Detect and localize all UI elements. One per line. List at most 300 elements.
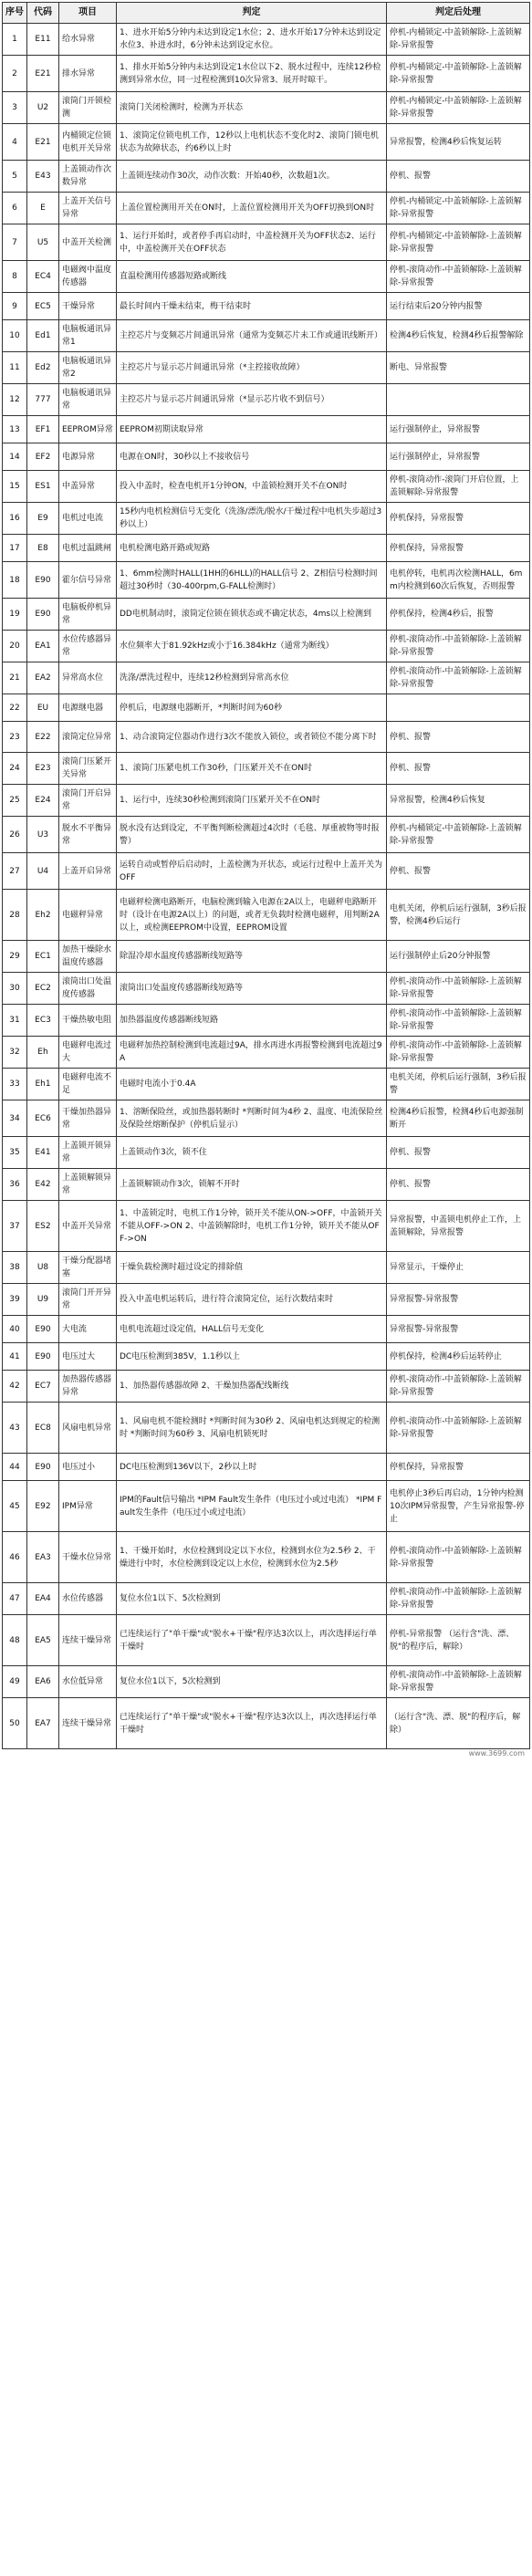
error-code: E11 — [27, 24, 59, 56]
table-row — [3, 753, 530, 785]
error-code: Eh — [27, 1037, 59, 1069]
table-row — [3, 890, 530, 941]
table-row — [3, 1100, 530, 1137]
post-judge-action: 运行强制停止，异常报警 — [387, 443, 530, 471]
table-header — [3, 3, 530, 24]
row-number: 45 — [3, 1481, 27, 1532]
judge-condition: 已连续运行了"单干燥"或"脱水+干燥"程序达3次以上，再次选择运行单干燥时 — [117, 1698, 387, 1749]
row-number: 17 — [3, 535, 27, 562]
row-number: 1 — [3, 24, 27, 56]
error-item: 水位传感器异常 — [59, 631, 117, 662]
judge-condition: 洗涤/漂洗过程中，连续12秒检测到异常高水位 — [117, 662, 387, 694]
error-item: 电源异常 — [59, 443, 117, 471]
error-item: 干燥分配器堵塞 — [59, 1252, 117, 1284]
row-number: 29 — [3, 941, 27, 973]
post-judge-action: 停机-内桶锁定-中盖锁解除-上盖锁解除-异常报警 — [387, 56, 530, 92]
judge-condition: 电磁时电流小于0.4A — [117, 1069, 387, 1100]
error-item: 上盖开启异常 — [59, 853, 117, 890]
judge-condition: 复位水位1以下、5次检测到 — [117, 1583, 387, 1615]
row-number: 49 — [3, 1666, 27, 1698]
post-judge-action — [387, 384, 530, 416]
row-number: 47 — [3, 1583, 27, 1615]
error-item: 加热器传感器异常 — [59, 1371, 117, 1403]
judge-condition: 1、排水开始5分钟内未达到设定1水位以下2、脱水过程中，连续12秒检测到异常水位，同一过程检测到10次异常3、展开时晾干。 — [117, 56, 387, 92]
error-code: U2 — [27, 92, 59, 124]
table-row — [3, 1371, 530, 1403]
row-number: 18 — [3, 562, 27, 599]
error-code: EC7 — [27, 1371, 59, 1403]
table-row — [3, 224, 530, 261]
row-number: 48 — [3, 1615, 27, 1666]
row-number: 15 — [3, 471, 27, 503]
judge-condition: 1、风扇电机不能检测时 *判断时间为30秒 2、风扇电机达到规定的检测时 *判断时间为60秒 3、风扇电机锁死时 — [117, 1403, 387, 1454]
error-code: Ed2 — [27, 352, 59, 384]
post-judge-action: 停机-滚筒动作-中盖锁解除-上盖锁解除-异常报警 — [387, 1583, 530, 1615]
error-code: EC3 — [27, 1005, 59, 1037]
judge-condition: 1、运行开始时，或者停手再启动时，中盖检测开关为OFF状态2、运行中，中盖检测开关在OFF状态 — [117, 224, 387, 261]
post-judge-action: 电机停转，电机再次检测HALL，6mm内检测到60次后恢复，否则报警 — [387, 562, 530, 599]
row-number: 34 — [3, 1100, 27, 1137]
row-number: 28 — [3, 890, 27, 941]
judge-condition: 1、6mm检测时HALL(1HH的6HLL)的HALL信号 2、Z相信号检测时间超过30秒时（30-400rpm,G-FALL检测时） — [117, 562, 387, 599]
row-number: 43 — [3, 1403, 27, 1454]
error-item: 上盖锁解锁异常 — [59, 1169, 117, 1201]
row-number: 26 — [3, 817, 27, 853]
post-judge-action: 运行强制停止，异常报警 — [387, 416, 530, 443]
row-number: 2 — [3, 56, 27, 92]
row-number: 25 — [3, 785, 27, 817]
row-number: 13 — [3, 416, 27, 443]
post-judge-action: 停机-滚筒动作-滚筒门开启位置，上盖锁解除-异常报警 — [387, 471, 530, 503]
judge-condition: DC电压检测到385V，1.1秒以上 — [117, 1343, 387, 1371]
table-row — [3, 662, 530, 694]
error-item: 电磁秤电流过大 — [59, 1037, 117, 1069]
error-item: 排水异常 — [59, 56, 117, 92]
judge-condition: 1、动合滚筒定位器动作进行3次不能放入锁位，或者锁位不能分离下时 — [117, 722, 387, 753]
row-number: 38 — [3, 1252, 27, 1284]
error-code: EF1 — [27, 416, 59, 443]
error-item: 滚筒出口处温度传感器 — [59, 973, 117, 1005]
error-code: EA2 — [27, 662, 59, 694]
header-code: 代码 — [27, 3, 59, 24]
row-number: 19 — [3, 599, 27, 631]
post-judge-action: 停机、报警 — [387, 753, 530, 785]
judge-condition: 1、加热器传感器故障 2、干燥加热器配线断线 — [117, 1371, 387, 1403]
row-number: 21 — [3, 662, 27, 694]
table-row — [3, 56, 530, 92]
error-code: EA3 — [27, 1532, 59, 1583]
post-judge-action: 运行结束后20分钟内报警 — [387, 293, 530, 320]
table-row — [3, 631, 530, 662]
judge-condition: IPM的Fault信号输出 *IPM Fault发生条件（电压过小或过电流） *IPM Fault发生条件（电压过小或过电流） — [117, 1481, 387, 1532]
judge-condition: 上盖位置检测用开关在ON时，上盖位置检测用开关为OFF切换到ON时 — [117, 193, 387, 224]
judge-condition: 1、滚筒门压紧电机工作30秒，门压紧开关不在ON时 — [117, 753, 387, 785]
judge-condition: 主控芯片与显示芯片间通讯异常（*主控接收故障） — [117, 352, 387, 384]
post-judge-action: 异常报警，中盖锁电机停止工作，上盖锁解除，异常报警 — [387, 1201, 530, 1252]
row-number: 30 — [3, 973, 27, 1005]
post-judge-action: 停机保持，异常报警 — [387, 535, 530, 562]
row-number: 41 — [3, 1343, 27, 1371]
error-code: U8 — [27, 1252, 59, 1284]
row-number: 50 — [3, 1698, 27, 1749]
error-item: 中盖异常 — [59, 471, 117, 503]
error-code: Ed1 — [27, 320, 59, 352]
judge-condition: 电机电流超过设定值，HALL信号无变化 — [117, 1316, 387, 1343]
header-proc: 判定后处理 — [387, 3, 530, 24]
error-code: E43 — [27, 161, 59, 193]
table-row — [3, 1037, 530, 1069]
header-item: 项目 — [59, 3, 117, 24]
judge-condition: 滚筒门关闭检测时，检测为开状态 — [117, 92, 387, 124]
table-row — [3, 1343, 530, 1371]
judge-condition: 运转自动或暂停后启动时，上盖检测为开状态，或运行过程中上盖开关为OFF — [117, 853, 387, 890]
row-number: 24 — [3, 753, 27, 785]
judge-condition: 已连续运行了"单干燥"或"脱水+干燥"程序达3次以上，再次选择运行单干燥时 — [117, 1615, 387, 1666]
post-judge-action: 停机-滚筒动作-中盖锁解除-上盖锁解除-异常报警 — [387, 1037, 530, 1069]
error-code: U9 — [27, 1284, 59, 1316]
row-number: 8 — [3, 261, 27, 293]
error-item: 上盖锁动作次数异常 — [59, 161, 117, 193]
error-item: 水位低异常 — [59, 1666, 117, 1698]
error-item: 风扇电机异常 — [59, 1403, 117, 1454]
error-code: E9 — [27, 503, 59, 535]
error-item: 霍尔信号异常 — [59, 562, 117, 599]
table-row — [3, 817, 530, 853]
error-code: EC5 — [27, 293, 59, 320]
row-number: 6 — [3, 193, 27, 224]
table-row — [3, 1201, 530, 1252]
row-number: 4 — [3, 124, 27, 161]
table-row — [3, 503, 530, 535]
judge-condition: 1、进水开始5分钟内未达到设定1水位；2、进水开始17分钟未达到设定水位3、补进水时，6分钟未达到设定水位。 — [117, 24, 387, 56]
post-judge-action: 停机保持，检测4秒后，报警 — [387, 599, 530, 631]
error-item: 干燥热敏电阻 — [59, 1005, 117, 1037]
post-judge-action: 异常报警，检测4秒后恢复 — [387, 785, 530, 817]
post-judge-action: 停机、报警 — [387, 722, 530, 753]
error-code: EA1 — [27, 631, 59, 662]
row-number: 16 — [3, 503, 27, 535]
error-code: E8 — [27, 535, 59, 562]
table-body — [3, 24, 530, 1749]
post-judge-action: 停机、报警 — [387, 1169, 530, 1201]
table-row — [3, 1698, 530, 1749]
judge-condition: 电磁秤检测电路断开，电脑检测到输入电源在2A以上，电磁秤电路断开时（设计在电源2A以上）的问题，或者无负载时检测电磁秤，用判断2A以上，或检测EEPROM中设置，EEPROM设置 — [117, 890, 387, 941]
judge-condition: 上盖锁动作3次，锁不住 — [117, 1137, 387, 1169]
error-code: EF2 — [27, 443, 59, 471]
table-row — [3, 1454, 530, 1481]
error-code: EC1 — [27, 941, 59, 973]
table-row — [3, 1532, 530, 1583]
judge-condition: EEPROM初期读取异常 — [117, 416, 387, 443]
post-judge-action: 停机-滚筒动作-中盖锁解除-上盖锁解除-异常报警 — [387, 662, 530, 694]
error-item: 加热干燥除水温度传感器 — [59, 941, 117, 973]
table-row — [3, 384, 530, 416]
error-code-table — [2, 2, 530, 1749]
judge-condition: 投入中盖电机运转后，进行符合滚筒定位，运行次数结束时 — [117, 1284, 387, 1316]
post-judge-action: 停机保持，检测4秒后运转停止 — [387, 1343, 530, 1371]
error-code: U5 — [27, 224, 59, 261]
table-row — [3, 416, 530, 443]
post-judge-action: 停机-滚筒动作-中盖锁解除-上盖锁解除-异常报警 — [387, 973, 530, 1005]
table-row — [3, 1252, 530, 1284]
post-judge-action: 停机-滚筒动作-中盖锁解除-上盖锁解除-异常报警 — [387, 1371, 530, 1403]
row-number: 35 — [3, 1137, 27, 1169]
error-code: E24 — [27, 785, 59, 817]
watermark-footer: www.3699.com — [468, 1749, 525, 1757]
error-item: 中盖开关异常 — [59, 1201, 117, 1252]
post-judge-action — [387, 694, 530, 722]
row-number: 37 — [3, 1201, 27, 1252]
row-number: 3 — [3, 92, 27, 124]
table-row — [3, 320, 530, 352]
judge-condition: 电磁秤加热控制检测到电流超过9A，排水再进水再报警检测到电流超过9A — [117, 1037, 387, 1069]
error-item: 电磁阀中温度传感器 — [59, 261, 117, 293]
error-code: ES2 — [27, 1201, 59, 1252]
error-code: E42 — [27, 1169, 59, 1201]
row-number: 42 — [3, 1371, 27, 1403]
judge-condition: 复位水位1以下，5次检测到 — [117, 1666, 387, 1698]
table-row — [3, 1284, 530, 1316]
judge-condition: 主控芯片与显示芯片间通讯异常（*显示芯片收不到信号） — [117, 384, 387, 416]
error-item: 上盖锁开锁异常 — [59, 1137, 117, 1169]
table-row — [3, 124, 530, 161]
post-judge-action: 异常报警，检测4秒后恢复运转 — [387, 124, 530, 161]
row-number: 11 — [3, 352, 27, 384]
judge-condition: 滚筒出口处温度传感器断线短路等 — [117, 973, 387, 1005]
error-item: 电脑板通讯异常2 — [59, 352, 117, 384]
row-number: 9 — [3, 293, 27, 320]
table-row — [3, 92, 530, 124]
table-row — [3, 599, 530, 631]
post-judge-action: 停机-滚筒动作-中盖锁解除-上盖锁解除-异常报警 — [387, 631, 530, 662]
error-item: 滚筒门压紧开关异常 — [59, 753, 117, 785]
post-judge-action: 停机保持，异常报警 — [387, 1454, 530, 1481]
table-row — [3, 24, 530, 56]
table-row — [3, 785, 530, 817]
error-item: 给水异常 — [59, 24, 117, 56]
error-code: E22 — [27, 722, 59, 753]
error-code: E90 — [27, 1454, 59, 1481]
table-row — [3, 1005, 530, 1037]
error-item: 电脑板通讯异常1 — [59, 320, 117, 352]
table-row — [3, 261, 530, 293]
table-row — [3, 1137, 530, 1169]
post-judge-action: 停机-滚筒动作-中盖锁解除-上盖锁解除-异常报警 — [387, 1005, 530, 1037]
post-judge-action: 异常显示，干燥停止 — [387, 1252, 530, 1284]
table-row — [3, 562, 530, 599]
judge-condition: 停机后，电源继电器断开，*判断时间为60秒 — [117, 694, 387, 722]
error-item: 电脑板通讯异常 — [59, 384, 117, 416]
error-code: E — [27, 193, 59, 224]
error-code: EA4 — [27, 1583, 59, 1615]
table-row — [3, 1481, 530, 1532]
row-number: 12 — [3, 384, 27, 416]
judge-condition: 最长时间内干燥未结束，梅干结束时 — [117, 293, 387, 320]
judge-condition: 上盖锁解锁动作3次，锁解不开时 — [117, 1169, 387, 1201]
post-judge-action: 停机、报警 — [387, 853, 530, 890]
post-judge-action: 停机-滚筒动作-中盖锁解除-上盖锁解除-异常报警 — [387, 1666, 530, 1698]
row-number: 10 — [3, 320, 27, 352]
error-item: 水位传感器 — [59, 1583, 117, 1615]
judge-condition: DC电压检测到136V以下，2秒以上时 — [117, 1454, 387, 1481]
error-item: 滚筒定位异常 — [59, 722, 117, 753]
judge-condition: 干燥负载检测时超过设定的排除值 — [117, 1252, 387, 1284]
error-item: 连续干燥异常 — [59, 1615, 117, 1666]
post-judge-action: 异常报警-异常报警 — [387, 1284, 530, 1316]
table-row — [3, 694, 530, 722]
post-judge-action: 停机、报警 — [387, 161, 530, 193]
post-judge-action: 停机-滚筒动作-中盖锁解除-上盖锁解除-异常报警 — [387, 1403, 530, 1454]
table-row — [3, 941, 530, 973]
row-number: 44 — [3, 1454, 27, 1481]
error-code: EC8 — [27, 1403, 59, 1454]
error-item: 干燥水位异常 — [59, 1532, 117, 1583]
judge-condition: 1、溶断保险丝，或加热器转断时 *判断时间为4秒 2、温度、电流保险丝及保险丝熔断保护（停机后显示） — [117, 1100, 387, 1137]
error-code: EA6 — [27, 1666, 59, 1698]
header-judge: 判定 — [117, 3, 387, 24]
table-row — [3, 535, 530, 562]
judge-condition: 1、中盖锁定时，电机工作1分钟，锁开关不能从ON->OFF，中盖锁开关不能从OFF->ON 2、中盖锁解除时，电机工作1分钟，锁开关不能从OFF->ON — [117, 1201, 387, 1252]
post-judge-action: 检测4秒后报警，检测4秒后电源强制断开 — [387, 1100, 530, 1137]
post-judge-action: 停机保持，异常报警 — [387, 503, 530, 535]
error-item: 干燥加热器异常 — [59, 1100, 117, 1137]
post-judge-action: 检测4秒后恢复，检测4秒后报警解除 — [387, 320, 530, 352]
error-item: 滚筒门开锁检测 — [59, 92, 117, 124]
error-code: Eh2 — [27, 890, 59, 941]
error-code: EA5 — [27, 1615, 59, 1666]
error-item: EEPROM异常 — [59, 416, 117, 443]
error-code: EA7 — [27, 1698, 59, 1749]
judge-condition: 加热器温度传感器断线短路 — [117, 1005, 387, 1037]
post-judge-action: 停机-滚筒动作-中盖锁解除-上盖锁解除-异常报警 — [387, 261, 530, 293]
table-row — [3, 1615, 530, 1666]
error-code-table-sheet — [2, 2, 530, 1768]
error-code: E92 — [27, 1481, 59, 1532]
error-code: E90 — [27, 599, 59, 631]
table-row — [3, 1666, 530, 1698]
error-item: 大电流 — [59, 1316, 117, 1343]
error-code: 777 — [27, 384, 59, 416]
judge-condition: DD电机制动时，滚筒定位锁在锁状态或不确定状态，4ms以上检测到 — [117, 599, 387, 631]
table-row — [3, 1069, 530, 1100]
error-item: IPM异常 — [59, 1481, 117, 1532]
judge-condition: 上盖锁连续动作30次，动作次数：开始40秒，次数超1次。 — [117, 161, 387, 193]
error-item: 电脑板停机异常 — [59, 599, 117, 631]
error-code: E21 — [27, 56, 59, 92]
judge-condition: 脱水没有达到设定，不平衡判断检测超过4次时（毛毯、厚重被物等时报警） — [117, 817, 387, 853]
error-item: 电磁秤异常 — [59, 890, 117, 941]
judge-condition: 1、干燥开始时，水位检测到设定以下水位，检测到水位为2.5秒 2、干燥进行中时，水位检测到设定以上水位，检测到水位为2.5秒 — [117, 1532, 387, 1583]
table-row — [3, 293, 530, 320]
post-judge-action: 停机-内桶锁定-中盖锁解除-上盖锁解除-异常报警 — [387, 92, 530, 124]
row-number: 39 — [3, 1284, 27, 1316]
error-item: 电机过温跳闸 — [59, 535, 117, 562]
post-judge-action: 异常报警-异常报警 — [387, 1316, 530, 1343]
row-number: 40 — [3, 1316, 27, 1343]
error-item: 中盖开关检测 — [59, 224, 117, 261]
post-judge-action: 停机-异常报警 （运行含"洗、漂、脱"的程序后，解除） — [387, 1615, 530, 1666]
header-num: 序号 — [3, 3, 27, 24]
error-code: E21 — [27, 124, 59, 161]
error-item: 电磁秤电流不足 — [59, 1069, 117, 1100]
error-code: EC2 — [27, 973, 59, 1005]
error-item: 电压过小 — [59, 1454, 117, 1481]
judge-condition: 直温检测用传感器短路或断线 — [117, 261, 387, 293]
table-row — [3, 1316, 530, 1343]
error-code: EU — [27, 694, 59, 722]
post-judge-action: 停机-内桶锁定-中盖锁解除-上盖锁解除-异常报警 — [387, 193, 530, 224]
error-code: E41 — [27, 1137, 59, 1169]
judge-condition: 主控芯片与变频芯片间通讯异常（通常为变频芯片未工作或通讯线断开） — [117, 320, 387, 352]
post-judge-action: （运行含"洗、漂、脱"的程序后，解除） — [387, 1698, 530, 1749]
error-item: 干燥异常 — [59, 293, 117, 320]
row-number: 14 — [3, 443, 27, 471]
error-item: 脱水不平衡异常 — [59, 817, 117, 853]
post-judge-action: 停机-内桶锁定-中盖锁解除-上盖锁解除-异常报警 — [387, 817, 530, 853]
table-row — [3, 443, 530, 471]
post-judge-action: 电机关闭，停机后运行强制，3秒后报警，检测4秒后运行 — [387, 890, 530, 941]
table-row — [3, 352, 530, 384]
judge-condition: 电源在ON时，30秒以上不接收信号 — [117, 443, 387, 471]
table-row — [3, 1403, 530, 1454]
row-number: 22 — [3, 694, 27, 722]
error-code: EC6 — [27, 1100, 59, 1137]
row-number: 5 — [3, 161, 27, 193]
table-row — [3, 193, 530, 224]
post-judge-action: 停机-滚筒动作-中盖锁解除-上盖锁解除-异常报警 — [387, 1532, 530, 1583]
error-code: U3 — [27, 817, 59, 853]
post-judge-action: 电机关闭，停机后运行强制，3秒后报警 — [387, 1069, 530, 1100]
judge-condition: 投入中盖时，检查电机开1分钟ON，中盖锁检测开关不在ON时 — [117, 471, 387, 503]
row-number: 20 — [3, 631, 27, 662]
error-code: E90 — [27, 562, 59, 599]
error-code: EC4 — [27, 261, 59, 293]
table-row — [3, 471, 530, 503]
table-row — [3, 1169, 530, 1201]
error-code: U4 — [27, 853, 59, 890]
error-item: 滚筒门开开异常 — [59, 1284, 117, 1316]
post-judge-action: 停机-内桶锁定-中盖锁解除-上盖锁解除-异常报警 — [387, 224, 530, 261]
post-judge-action: 断电、异常报警 — [387, 352, 530, 384]
error-code: E90 — [27, 1343, 59, 1371]
post-judge-action: 停机、报警 — [387, 1137, 530, 1169]
judge-condition: 1、运行中，连续30秒检测到滚筒门压紧开关不在ON时 — [117, 785, 387, 817]
post-judge-action: 电机停止3秒后再启动，1分钟内检测10次IPM异常报警，产生异常报警-停止 — [387, 1481, 530, 1532]
error-code: E23 — [27, 753, 59, 785]
table-row — [3, 722, 530, 753]
post-judge-action: 停机-内桶锁定-中盖锁解除-上盖锁解除-异常报警 — [387, 24, 530, 56]
judge-condition: 15秒内电机检测信号无变化（洗涤/漂洗/脱水/干燥过程中电机失步超过3秒以上） — [117, 503, 387, 535]
table-row — [3, 1583, 530, 1615]
table-row — [3, 973, 530, 1005]
judge-condition: 水位频率大于81.92kHz或小于16.384kHz（通常为断线） — [117, 631, 387, 662]
error-item: 上盖开关信号异常 — [59, 193, 117, 224]
error-item: 连续干燥异常 — [59, 1698, 117, 1749]
error-code: E90 — [27, 1316, 59, 1343]
error-item: 电源继电器 — [59, 694, 117, 722]
judge-condition: 1、滚筒定位锁电机工作，12秒以上电机状态不变化时2、滚筒门锁电机状态为故障状态，约6秒以上时 — [117, 124, 387, 161]
row-number: 7 — [3, 224, 27, 261]
row-number: 32 — [3, 1037, 27, 1069]
error-item: 滚筒门开启异常 — [59, 785, 117, 817]
judge-condition: 除湿冷却水温度传感器断线短路等 — [117, 941, 387, 973]
row-number: 23 — [3, 722, 27, 753]
table-row — [3, 853, 530, 890]
row-number: 27 — [3, 853, 27, 890]
row-number: 46 — [3, 1532, 27, 1583]
error-item: 电机过电流 — [59, 503, 117, 535]
error-item: 内桶锁定位锁电机开关异常 — [59, 124, 117, 161]
